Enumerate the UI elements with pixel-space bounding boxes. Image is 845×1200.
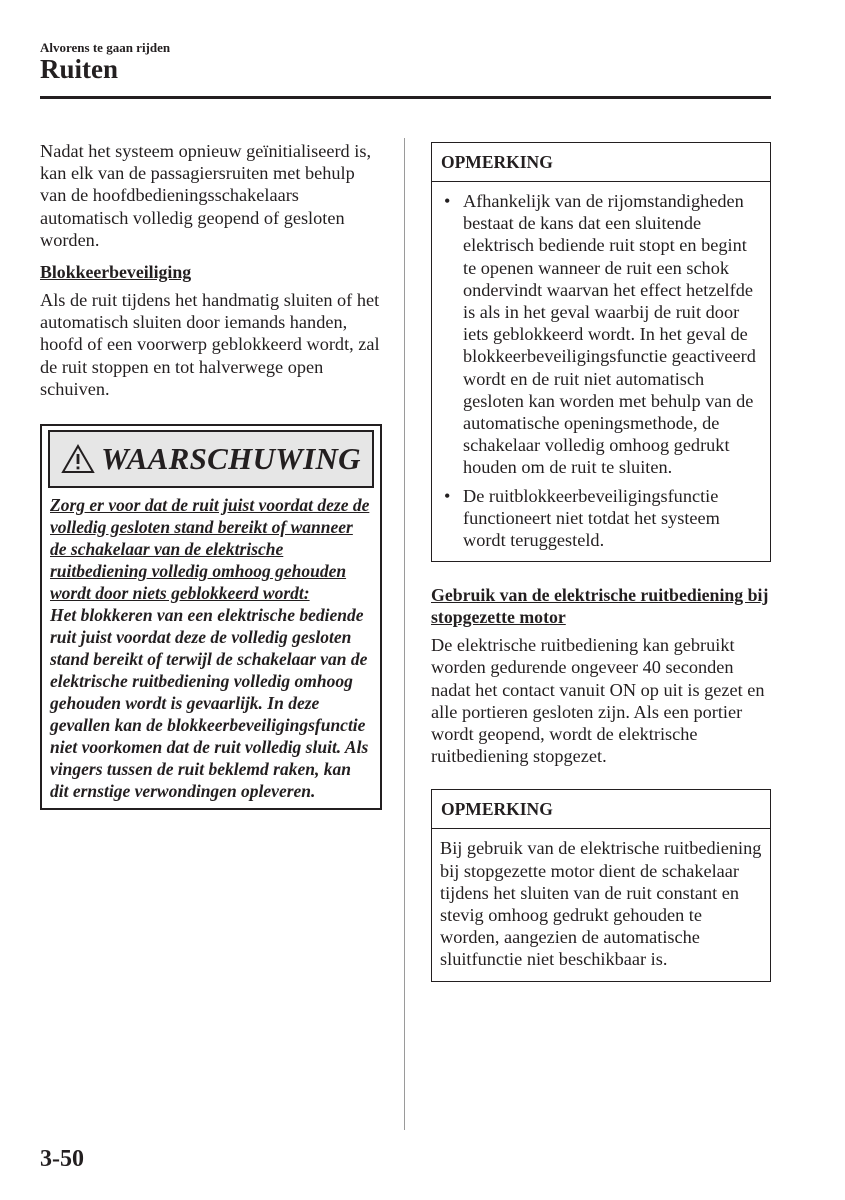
list-item-text: De ruitblokkeerbeveiligingsfunctie functioneert niet totdat het systeem wordt teruggesteld. <box>463 485 720 551</box>
right-column <box>431 142 771 982</box>
warning-box <box>40 424 382 810</box>
note-header-2: OPMERKING <box>432 790 770 829</box>
note-text-2: Bij gebruik van de elektrische ruitbediening bij stopgezette motor dient de schakelaar tijdens het sluiten van de ruit constant en stevig omhoog gedrukt gehouden te worden, aangezien de automatische sluitfunctie niet beschikbaar is. <box>440 838 762 970</box>
note-content-1 <box>432 182 770 561</box>
warning-underlined-text: Zorg er voor dat de ruit juist voordat deze de volledig gesloten stand bereikt of wanneer de schakelaar van de elektrische ruitbediening volledig omhoog gehouden wordt door niets geblokkeerd wordt: <box>50 495 370 604</box>
note-box-1 <box>431 142 771 562</box>
note-box-2 <box>431 789 771 981</box>
stopgezette-motor-paragraph: De elektrische ruitbediening kan gebruikt worden gedurende ongeveer 40 seconden nadat het contact vanuit ON op uit is gezet en alle portieren gesloten zijn. Als een portier wordt geopend, wordt de elektrische ruitbediening stopgezet. <box>431 635 765 767</box>
warning-title: WAARSCHUWING <box>101 441 361 477</box>
subheading-stopgezette-motor: Gebruik van de elektrische ruitbediening bij stopgezette motor <box>431 585 769 628</box>
page-title: Ruiten <box>40 54 119 84</box>
breadcrumb: Alvorens te gaan rijden <box>40 40 171 55</box>
intro-paragraph: Nadat het systeem opnieuw geïnitialiseerd is, kan elk van de passagiersruiten met behulp van de hoofdbedieningsschakelaars automatisch volledig geopend of gesloten worden. <box>40 141 372 250</box>
list-item-text: Afhankelijk van de rijomstandigheden bestaat de kans dat een sluitende elektrisch bediende ruit stopt en begint te openen wanneer de ruit een schok ondervindt waarvan het effect hetzelfde is als in het geval waarbij de ruit door iets geblokkeerd wordt. In het geval de blokkeerbeveiligingsfunctie geactiveerd wordt en de ruit niet automatisch gesloten kan worden met behulp van de automatische openingsmethode, de schakelaar volledig omhoog gedrukt houden om de ruit te sluiten. <box>463 191 756 478</box>
warning-text: Het blokkeren van een elektrische bediende ruit juist voordat deze de volledig gesloten stand bereikt of terwijl de schakelaar van de elektrische ruitbediening volledig omhoog gehouden wordt is gevaarlijk. In deze gevallen kan de blokkeerbeveiligingsfunctie niet voorkomen dat de ruit volledig sluit. Als vingers tussen de ruit beklemd raken, kan dit ernstige verwondingen opleveren. <box>50 605 369 802</box>
note-header-1: OPMERKING <box>432 143 770 182</box>
note-content-2 <box>432 829 770 980</box>
left-column <box>40 140 380 810</box>
subheading-blokkeerbeveiliging: Blokkeerbeveiliging <box>40 262 192 283</box>
list-item <box>440 485 762 552</box>
warning-triangle-icon <box>61 444 95 474</box>
column-divider <box>404 138 405 1130</box>
list-item <box>440 190 762 479</box>
title-rule <box>40 96 771 99</box>
blokkeer-paragraph: Als de ruit tijdens het handmatig sluiten of het automatisch sluiten door iemands handen, hoofd of een voorwerp geblokkeerd wordt, zal de ruit stoppen en tot halverwege open schuiven. <box>40 290 380 399</box>
page-number: 3-50 <box>40 1146 84 1172</box>
warning-header <box>48 430 374 488</box>
warning-body <box>48 494 374 802</box>
note-list <box>440 190 762 551</box>
bullet: • <box>444 485 451 506</box>
bullet: • <box>444 191 451 211</box>
